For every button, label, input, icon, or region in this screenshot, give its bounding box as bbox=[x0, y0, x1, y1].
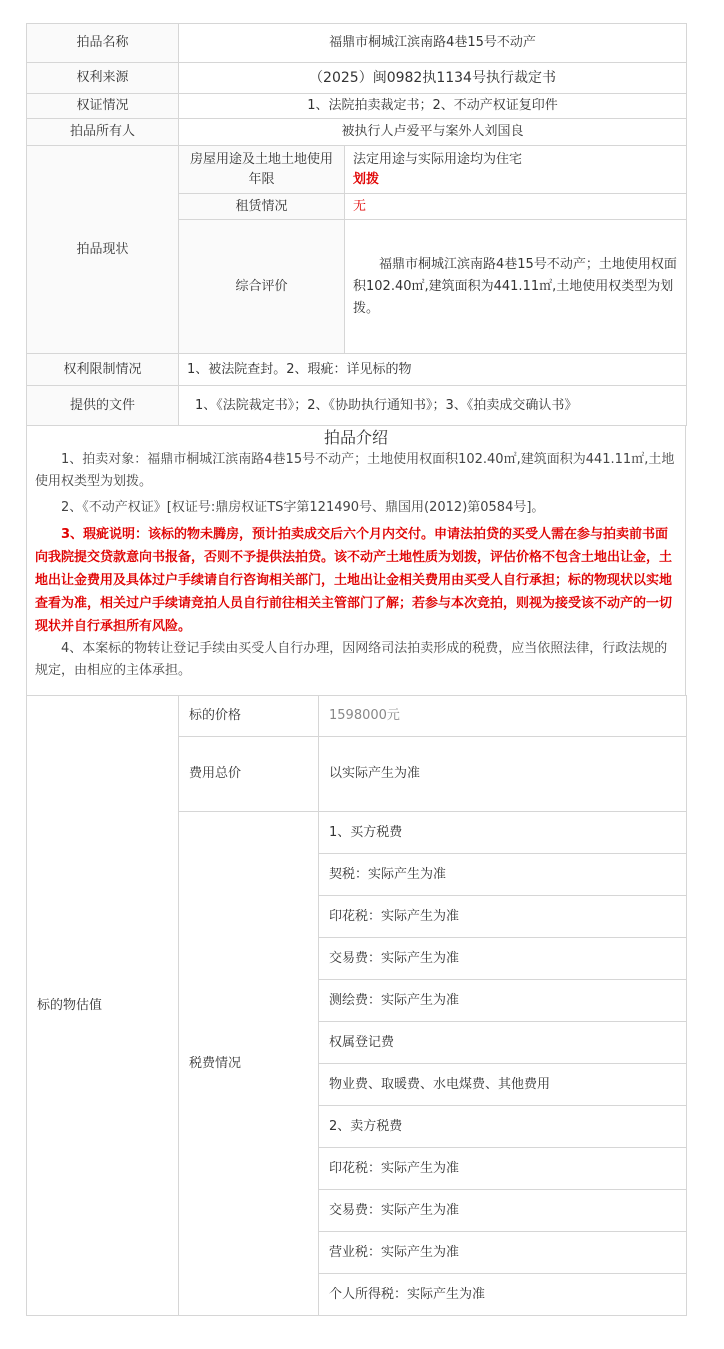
restriction-value: 1、被法院查封。2、瑕疵：详见标的物 bbox=[179, 354, 687, 386]
tax-label: 税费情况 bbox=[179, 812, 319, 1316]
tax-item: 印花税：实际产生为准 bbox=[319, 1148, 687, 1190]
name-label: 拍品名称 bbox=[27, 24, 179, 63]
usage-label: 房屋用途及土地土地使用年限 bbox=[179, 146, 345, 194]
usage-value-legal: 法定用途与实际用途均为住宅 bbox=[353, 151, 523, 167]
lease-value: 无 bbox=[345, 194, 687, 220]
docs-value: 1、《法院裁定书》；2、《协助执行通知书》；3、《拍卖成交确认书》 bbox=[179, 386, 687, 426]
tax-item: 1、买方税费 bbox=[319, 812, 687, 854]
usage-value bbox=[345, 146, 687, 194]
eval-value: 福鼎市桐城江滨南路4巷15号不动产；土地使用权面积102.40㎡,建筑面积为441.11㎡,土地使用权类型为划拨。 bbox=[345, 220, 687, 354]
valuation-table bbox=[26, 695, 687, 1316]
intro-paragraph-1: 1、拍卖对象：福鼎市桐城江滨南路4巷15号不动产；土地使用权面积102.40㎡,建筑面积为441.11㎡,土地使用权类型为划拨。 bbox=[35, 452, 675, 489]
restriction-label: 权利限制情况 bbox=[27, 354, 179, 386]
rights-source-value: （2025）闽0982执1134号执行裁定书 bbox=[179, 63, 687, 94]
intro-paragraph-2: 2、《不动产权证》[权证号:鼎房权证TS字第121490号、鼎国用(2012)第0584号]。 bbox=[61, 500, 545, 515]
certificate-label: 权证情况 bbox=[27, 94, 179, 119]
owner-label: 拍品所有人 bbox=[27, 119, 179, 146]
intro-paragraph-defects: 3、瑕疵说明：该标的物未腾房，预计拍卖成交后六个月内交付。申请法拍贷的买受人需在参与拍卖前书面向我院提交贷款意向书报备，否则不予提供法拍贷。该不动产土地性质为划拨，评估价格不包含土地出让金，土地出让金费用及具体过户手续请自行咨询相关部门，土地出让金相关费用由买受人自行承担；标的物现状以实地查看为准，相关过户手续请竞拍人员自行前往相关主管部门了解；若参与本次竞拍，则视为接受该不动产的一切现状并自行承担所有风险。 bbox=[35, 527, 673, 634]
certificate-value: 1、法院拍卖裁定书；2、不动产权证复印件 bbox=[179, 94, 687, 119]
tax-item: 交易费：实际产生为准 bbox=[319, 1190, 687, 1232]
tax-item: 2、卖方税费 bbox=[319, 1106, 687, 1148]
docs-label: 提供的文件 bbox=[27, 386, 179, 426]
valuation-section-label: 标的物估值 bbox=[27, 696, 179, 1316]
intro-paragraph-4: 4、本案标的物转让登记手续由买受人自行办理，因网络司法拍卖形成的税费，应当依照法律，行政法规的规定，由相应的主体承担。 bbox=[35, 641, 668, 678]
price-value: 1598000元 bbox=[319, 696, 687, 737]
eval-label: 综合评价 bbox=[179, 220, 345, 354]
total-fee-value: 以实际产生为准 bbox=[319, 737, 687, 812]
name-value: 福鼎市桐城江滨南路4巷15号不动产 bbox=[179, 24, 687, 63]
tax-item: 契税：实际产生为准 bbox=[319, 854, 687, 896]
price-label: 标的价格 bbox=[179, 696, 319, 737]
owner-value: 被执行人卢爱平与案外人刘国良 bbox=[179, 119, 687, 146]
auction-introduction bbox=[26, 425, 686, 695]
tax-item: 个人所得税：实际产生为准 bbox=[319, 1274, 687, 1316]
tax-item: 测绘费：实际产生为准 bbox=[319, 980, 687, 1022]
tax-item: 营业税：实际产生为准 bbox=[319, 1232, 687, 1274]
status-label: 拍品现状 bbox=[27, 146, 179, 354]
usage-value-allocation: 划拨 bbox=[353, 171, 380, 187]
tax-item: 物业费、取暖费、水电煤费、其他费用 bbox=[319, 1064, 687, 1106]
rights-source-label: 权利来源 bbox=[27, 63, 179, 94]
tax-item: 权属登记费 bbox=[319, 1022, 687, 1064]
total-fee-label: 费用总价 bbox=[179, 737, 319, 812]
auction-info-table bbox=[26, 23, 687, 426]
tax-item: 交易费：实际产生为准 bbox=[319, 938, 687, 980]
lease-label: 租赁情况 bbox=[179, 194, 345, 220]
intro-title: 拍品介绍 bbox=[323, 428, 388, 447]
tax-item: 印花税：实际产生为准 bbox=[319, 896, 687, 938]
